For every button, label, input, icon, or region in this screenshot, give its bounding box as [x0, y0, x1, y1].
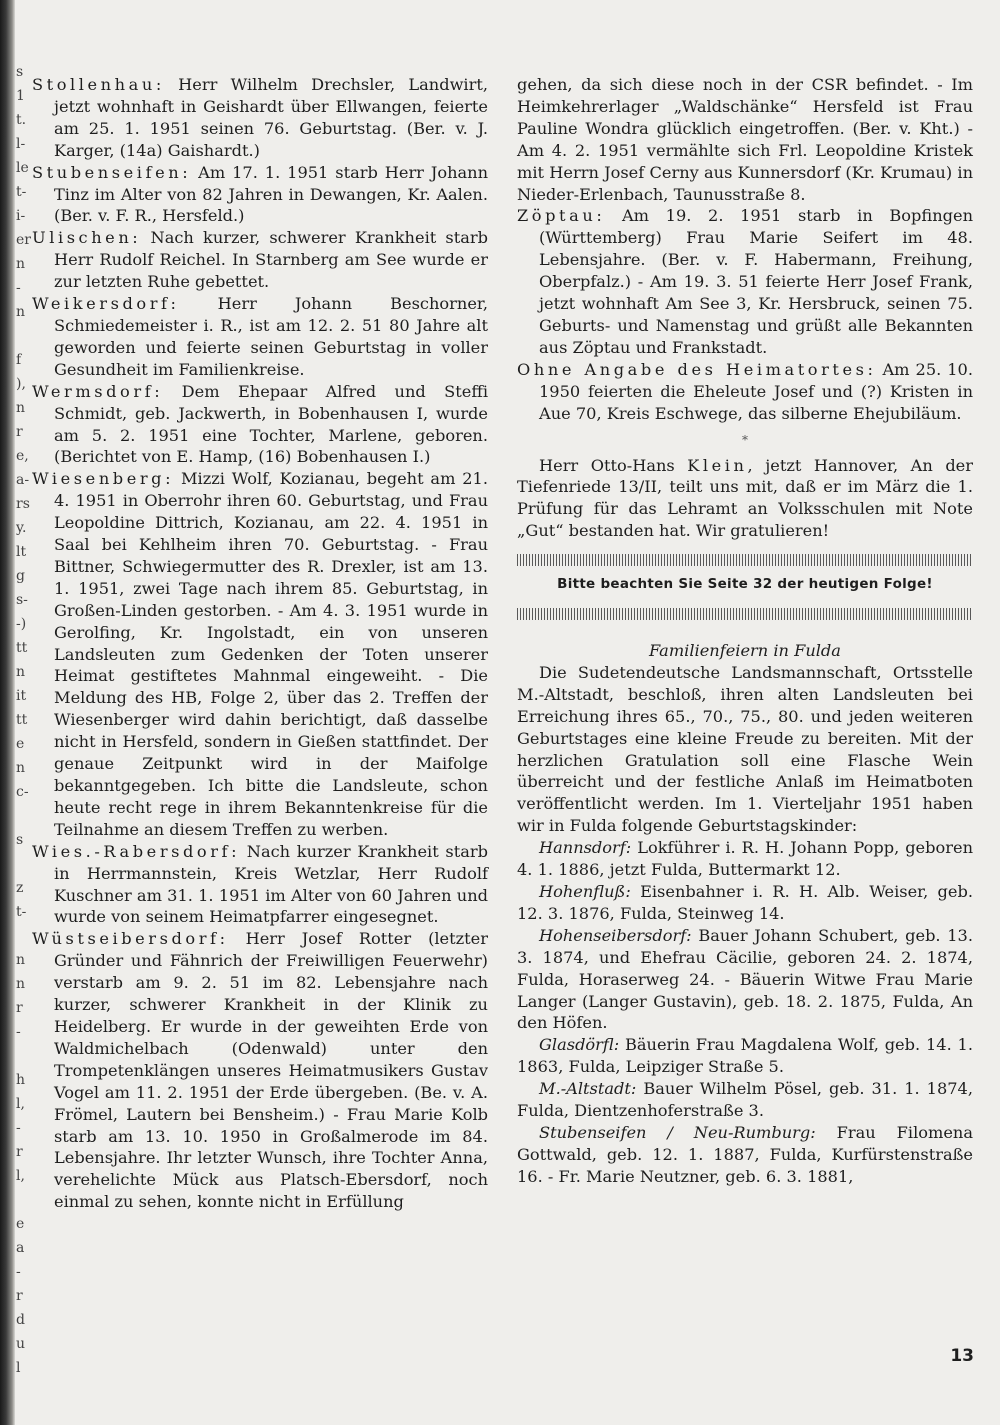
margin-fragment: d — [16, 1312, 25, 1328]
section-intro: Die Sudetendeutsche Landsmannschaft, Ortsstelle M.-Altstadt, beschloß, ihren alten Landsleuten bei Erreichung ihres 65., 70., 75., 80. und jeden weiteren Geburtstages eine kleine Freude zu bereiten. Mit der herzlichen Gratulation soll eine Flasche Wein überreicht und der festliche Anlaß im Heimatboten veröffentlicht werden. Im 1. Vierteljahr 1951 haben wir in Fulda folgende Geburtstagskinder: — [517, 662, 973, 836]
margin-fragment: rs — [16, 496, 30, 512]
margin-fragment: c- — [16, 784, 29, 800]
place-name: Ulischen: — [32, 228, 142, 248]
news-entry — [517, 881, 973, 925]
margin-fragment — [16, 852, 30, 876]
margin-fragment: n — [16, 760, 26, 776]
section-title: Familienfeiern in Fulda — [649, 641, 841, 661]
entry-text: Am 19. 2. 1951 starb in Bopfingen (Württemberg) Frau Marie Seifert im 48. Lebensjahre. (Ber. v. F. Habermann, Freihung, Oberpfalz.) - Am 19. 3. 51 feierte Herr Josef Frank, jetzt wohnhaft Am See 3, Kr. Hersbruck, seinen 75. Geburts- und Namenstag und grüßt alle Bekannten aus Zöptau und Frankstadt. — [539, 206, 973, 357]
entry-text: Nach kurzer Krankheit starb in Herrmannstein, Kreis Wetzlar, Herr Rudolf Kuschner am 31. 1. 1951 im Alter von 60 Jahren und wurde von seinem Heimatpfarrer eingesegnet. — [54, 841, 488, 927]
place-name: Ohne Angabe des Heimatortes: — [517, 359, 877, 379]
margin-fragment: e, — [16, 448, 29, 464]
news-entry — [517, 1122, 973, 1188]
margin-fragment: l, — [16, 1096, 25, 1112]
news-entry — [32, 74, 488, 162]
margin-fragment: e — [16, 736, 25, 752]
entry-text: Bauer Wilhelm Pösel, geb. 31. 1. 1874, Fulda, Dientzenhoferstraße 3. — [517, 1079, 973, 1121]
margin-fragment: f — [16, 352, 22, 368]
klein-notice-after: , jetzt Hannover, An der Tiefenriede 13/II, teilt uns mit, daß er im März die 1. Prüfung für das Lehramt an Volksschulen mit Note „Gut“ bestanden hat. Wir gratulieren! — [517, 455, 973, 541]
margin-fragment: i- — [16, 208, 26, 224]
place-name: Stollenhau: — [32, 75, 165, 94]
klein-notice — [517, 455, 973, 543]
klein-notice-name: Klein — [687, 455, 748, 475]
margin-fragment: z — [16, 880, 24, 896]
place-name: Wies.-Rabersdorf: — [32, 841, 241, 861]
margin-fragment: - — [16, 280, 21, 296]
margin-fragment: t- — [16, 184, 27, 200]
entry-text: Bäuerin Frau Magdalena Wolf, geb. 14. 1. 1863, Fulda, Leipziger Straße 5. — [517, 1035, 973, 1077]
margin-fragment: - — [16, 1264, 21, 1280]
margin-fragment: l- — [16, 136, 26, 152]
top-rule — [517, 554, 973, 566]
separator-asterisk: * — [742, 432, 748, 447]
place-name: Weikersdorf: — [32, 294, 180, 314]
margin-fragment: t- — [16, 904, 27, 920]
page-number: 13 — [950, 1346, 974, 1366]
place-name: Hohenseibersdorf: — [539, 925, 692, 945]
binding-gutter — [0, 0, 15, 1425]
news-entry — [517, 1078, 973, 1122]
place-name: Wiesenberg: — [32, 469, 175, 489]
news-entry — [517, 925, 973, 1035]
left-column — [32, 74, 488, 1213]
margin-fragment: le — [16, 160, 29, 176]
margin-fragment: ), — [16, 376, 26, 392]
birthday-list — [517, 837, 973, 1188]
margin-fragment: u — [16, 1336, 26, 1352]
place-name: Hohenfluß: — [539, 882, 631, 901]
margin-fragment — [16, 324, 30, 348]
entry-text: Lokführer i. R. H. Johann Popp, geboren 4. 1. 1886, jetzt Fulda, Buttermarkt 12. — [517, 838, 973, 880]
place-name: Wüstseibersdorf: — [32, 929, 229, 949]
entry-text: Herr Johann Beschorner, Schmiedemeister i. R., ist am 12. 2. 51 80 Jahre alt geworden und feierte seinen Geburtstag in voller Gesundheit im Familienkreise. — [54, 294, 488, 379]
margin-fragment: n — [16, 400, 26, 416]
margin-fragment: r — [16, 1288, 23, 1304]
entry-text: Bauer Johann Schubert, geb. 13. 3. 1874, und Ehefrau Cäcilie, geboren 24. 2. 1874, Fulda, Horaserweg 24. - Bäuerin Witwe Frau Marie Langer (Langer Gustavin), geb. 18. 2. 1875, Fulda, An den Höfen. — [517, 925, 973, 1033]
adjacent-page-fragments — [16, 60, 31, 1376]
margin-fragment: n — [16, 304, 26, 320]
news-entry — [517, 205, 973, 358]
right-column — [517, 74, 973, 1188]
entry-text: Am 17. 1. 1951 starb Herr Johann Tinz im Alter von 82 Jahren in Dewangen, Kr. Aalen. (Ber. v. F. R., Hersfeld.) — [54, 162, 488, 226]
margin-fragment: s — [16, 64, 24, 80]
place-name: Stubenseifen / Neu-Rumburg: — [539, 1122, 816, 1142]
entry-text: Nach kurzer, schwerer Krankheit starb Herr Rudolf Reichel. In Starnberg am See wurde er zur letzten Ruhe gebettet. — [54, 228, 488, 292]
margin-fragment: - — [16, 1024, 21, 1040]
continuation-text: gehen, da sich diese noch in der CSR befindet. - Im Heimkehrerlager „Waldschänke“ Hersfeld ist Frau Pauline Wondra glücklich eingetroffen. (Ber. v. Kht.) - Am 4. 2. 1951 vermählte sich Frl. Leopoldine Kristek mit Herrn Josef Cerny aus Kunnersdorf (Kr. Krumau) in Nieder-Erlenbach, Taunusstraße 8. — [517, 75, 973, 204]
entry-text: Herr Wilhelm Drechsler, Landwirt, jetzt wohnhaft in Geishardt über Ellwangen, feierte am 25. 1. 1951 seinen 76. Geburtstag. (Ber. v. J. Karger, (14a) Gaishardt.) — [54, 75, 488, 160]
news-entry — [32, 293, 488, 381]
news-entry — [32, 227, 488, 293]
margin-fragment: y. — [16, 520, 27, 536]
margin-fragment — [16, 804, 30, 828]
news-entry — [517, 359, 973, 425]
entry-text: Herr Josef Rotter (letzter Gründer und Fähnrich der Freiwilligen Feuerwehr) verstarb am 9. 2. 51 im 82. Lebensjahre nach kurzer, schwerer Krankheit in der Klinik zu Heidelberg. Er wurde in der geweihten Erde von Waldmichelbach (Odenwald) unter den Trompetenklängen unseres Heimatmusikers Gustav Vogel am 11. 2. 1951 der Erde übergeben. (Be. v. A. Frömel, Lautern bei Bensheim.) - Frau Marie Kolb starb am 13. 10. 1950 in Großalmerode im 84. Lebensjahre. Ihr letzter Wunsch, ihre Tochter Anna, verehelichte Mück aus Platsch-Ebersdorf, noch einmal zu sehen, konnte nicht in Erfüllung — [54, 929, 488, 1212]
page-reference-notice: Bitte beachten Sie Seite 32 der heutigen Folge! — [557, 576, 933, 593]
margin-fragment: lt — [16, 544, 27, 560]
margin-fragment: a- — [16, 472, 30, 488]
margin-fragment: l, — [16, 1168, 25, 1184]
margin-fragment: er — [16, 232, 31, 248]
margin-fragment: s- — [16, 592, 28, 608]
news-entry — [32, 468, 488, 840]
news-entry — [32, 162, 488, 228]
margin-fragment: e — [16, 1216, 25, 1232]
margin-fragment: l — [16, 1360, 21, 1376]
margin-fragment: n — [16, 952, 26, 968]
place-name: Zöptau: — [517, 206, 606, 226]
margin-fragment: tt — [16, 640, 28, 656]
margin-fragment: r — [16, 424, 23, 440]
entry-text: Dem Ehepaar Alfred und Steffi Schmidt, geb. Jackwerth, in Bobenhausen I, wurde am 5. 2. 1951 eine Tochter, Marlene, geboren. (Berichtet von E. Hamp, (16) Bobenhausen I.) — [54, 381, 488, 467]
news-entry — [32, 381, 488, 469]
place-name: M.-Altstadt: — [539, 1079, 637, 1099]
margin-fragment: s — [16, 832, 24, 848]
entry-text: Eisenbahner i. R. H. Alb. Weiser, geb. 12. 3. 1876, Fulda, Steinweg 14. — [517, 882, 973, 923]
news-entry — [517, 1034, 973, 1078]
margin-fragment — [16, 1044, 30, 1068]
right-entries — [517, 205, 973, 424]
margin-fragment — [16, 924, 30, 948]
entry-text: Am 25. 10. 1950 feierten die Eheleute Josef und (?) Kristen in Aue 70, Kreis Eschwege, das silberne Ehejubiläum. — [539, 359, 973, 423]
news-entry — [32, 841, 488, 929]
news-entry — [32, 928, 488, 1213]
margin-fragment: n — [16, 664, 26, 680]
place-name: Wermsdorf: — [32, 381, 164, 401]
margin-fragment: 1 — [16, 88, 25, 104]
bottom-rule — [517, 608, 973, 620]
margin-fragment: t. — [16, 112, 27, 128]
margin-fragment: n — [16, 976, 26, 992]
entry-text: Frau Filomena Gottwald, geb. 12. 1. 1887, Fulda, Kurfürstenstraße 16. - Fr. Marie Neutzner, geb. 6. 3. 1881, — [517, 1122, 973, 1186]
entry-text: Mizzi Wolf, Kozianau, begeht am 21. 4. 1951 in Oberrohr ihren 60. Geburtstag, und Frau Leopoldine Dittrich, Kozianau, am 22. 4. 1951 in Saal bei Kehlheim ihren 70. Geburtstag. - Frau Bittner, Schwiegermutter des R. Drexler, ist am 13. 1. 1951, zwei Tage nach ihrem 85. Geburtstag, in Großen-Linden gestorben. - Am 4. 3. 1951 wurde in Gerolfing, Kr. Ingolstadt, ein von unseren Landsleuten zum Gedenken der Toten unserer Heimat gestiftetes Mahnmal eingeweiht. - Die Meldung des HB, Folge 2, über das 2. Treffen der Wiesenberger wird dahin berichtigt, daß dasselbe nicht in Hersfeld, sondern in Gießen stattfindet. Der genaue Zeitpunkt wird in der Maifolge bekanntgegeben. Ich bitte die Landsleute, schon heute recht rege in ihrem Bekanntenkreise für die Teilnahme an diesem Treffen zu werben. — [54, 469, 488, 839]
place-name: Stubenseifen: — [32, 162, 192, 182]
margin-fragment: a — [16, 1240, 25, 1256]
margin-fragment — [16, 1188, 30, 1212]
place-name: Glasdörfl: — [539, 1035, 620, 1055]
place-name: Hannsdorf: — [539, 838, 632, 858]
margin-fragment: - — [16, 1120, 21, 1136]
margin-fragment: g — [16, 568, 25, 584]
margin-fragment: r — [16, 1000, 23, 1016]
margin-fragment: h — [16, 1072, 26, 1088]
margin-fragment: it — [16, 688, 27, 704]
klein-notice-before: Herr Otto-Hans — [539, 455, 688, 475]
margin-fragment: -) — [16, 616, 27, 632]
margin-fragment: tt — [16, 712, 28, 728]
margin-fragment: r — [16, 1144, 23, 1160]
news-entry — [517, 837, 973, 881]
margin-fragment: n — [16, 256, 26, 272]
